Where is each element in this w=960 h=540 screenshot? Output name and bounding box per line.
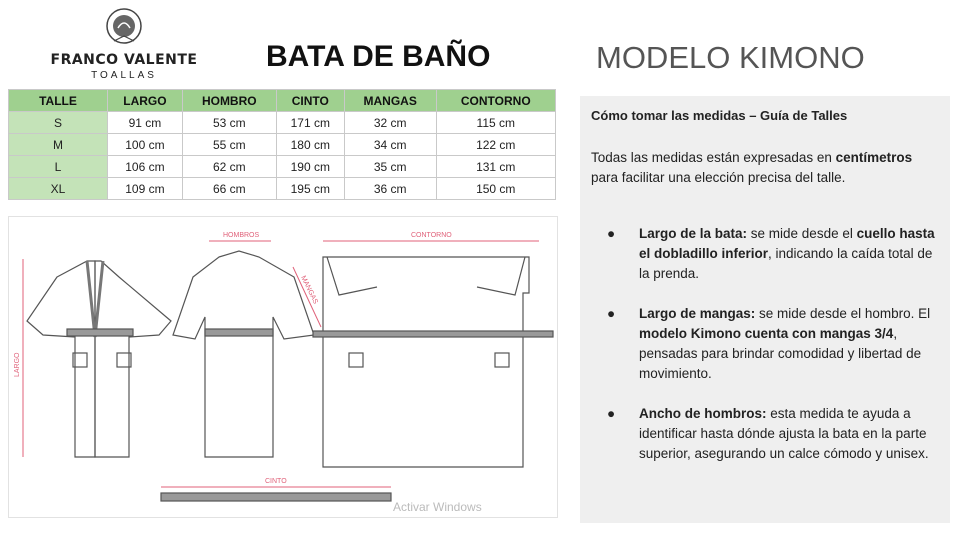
header-cinto: CINTO: [276, 90, 344, 112]
table-cell: 109 cm: [108, 178, 183, 200]
bullet-bold: Ancho de hombros:: [639, 406, 767, 421]
open-robe: [323, 257, 529, 467]
front-robe-left: [27, 261, 95, 457]
page-title: BATA DE BAÑO: [266, 40, 491, 73]
label-mangas: MANGAS: [299, 274, 319, 306]
bullet-text: se mide desde el hombro. El: [755, 306, 931, 321]
open-robe-belt: [313, 331, 553, 337]
table-cell: 131 cm: [436, 156, 555, 178]
open-robe-sleeves: [327, 257, 525, 295]
header-contorno: CONTORNO: [436, 90, 555, 112]
table-cell: 100 cm: [108, 134, 183, 156]
table-cell: 106 cm: [108, 156, 183, 178]
header-hombro: HOMBRO: [182, 90, 276, 112]
loose-belt: [161, 493, 391, 501]
bullet-bold: cuello hasta el dobladillo inferior: [639, 226, 935, 261]
watermark: Activar Windows: [393, 500, 482, 514]
table-cell: 171 cm: [276, 112, 344, 134]
back-robe: [173, 251, 314, 457]
table-row: [9, 156, 556, 178]
table-row: [9, 134, 556, 156]
size-cell: S: [9, 112, 108, 134]
list-item: [580, 224, 940, 284]
guide-intro: [591, 148, 936, 188]
bullet-text: se mide desde el: [747, 226, 857, 241]
size-table: [8, 89, 556, 200]
bullet-text: , pensadas para brindar comodidad y libertad de movimiento.: [639, 326, 922, 381]
open-pocket-left: [349, 353, 363, 367]
table-cell: 62 cm: [182, 156, 276, 178]
open-pocket-right: [495, 353, 509, 367]
table-cell: 36 cm: [344, 178, 436, 200]
brand-logo: [44, 6, 204, 86]
brand-name: FRANCO VALENTE: [50, 52, 198, 68]
bullet-bold: modelo Kimono cuenta con mangas 3/4: [639, 326, 894, 341]
robe-measurement-diagram: [8, 216, 558, 518]
front-belt: [67, 329, 133, 336]
robe-diagram-svg: [9, 217, 557, 517]
header-talle: TALLE: [9, 90, 108, 112]
guide-bullet-list: [580, 224, 940, 484]
table-cell: 35 cm: [344, 156, 436, 178]
size-cell: M: [9, 134, 108, 156]
bullet-icon: ●: [607, 406, 616, 421]
bullet-icon: ●: [607, 226, 616, 241]
table-cell: 115 cm: [436, 112, 555, 134]
label-contorno: CONTORNO: [411, 232, 452, 239]
guide-title: Cómo tomar las medidas – Guía de Talles: [591, 108, 848, 123]
front-robe-right: [95, 261, 171, 457]
list-item: [580, 404, 940, 464]
brand-emblem-icon: [104, 6, 144, 46]
size-cell: L: [9, 156, 108, 178]
bullet-icon: ●: [607, 306, 616, 321]
table-cell: 91 cm: [108, 112, 183, 134]
intro-bold: centímetros: [835, 150, 913, 165]
table-row: [9, 112, 556, 134]
table-cell: 122 cm: [436, 134, 555, 156]
model-title: MODELO KIMONO: [596, 40, 865, 75]
table-row: [9, 178, 556, 200]
back-belt: [205, 329, 273, 336]
table-cell: 190 cm: [276, 156, 344, 178]
intro-text: Todas las medidas están expresadas en: [591, 150, 836, 165]
table-cell: 180 cm: [276, 134, 344, 156]
label-cinto: CINTO: [265, 478, 287, 485]
size-cell: XL: [9, 178, 108, 200]
size-table-header-row: [9, 90, 556, 112]
bullet-text: esta medida te ayuda a identificar hasta dónde ajusta la bata en la parte superior, asegurando un calce cómodo y unisex.: [639, 406, 929, 461]
bullet-text: , indicando la caída total de la prenda.: [639, 246, 933, 281]
bullet-bold: Largo de la bata:: [639, 226, 748, 241]
table-cell: 32 cm: [344, 112, 436, 134]
measurement-guide-panel: [580, 96, 950, 523]
table-cell: 195 cm: [276, 178, 344, 200]
table-cell: 150 cm: [436, 178, 555, 200]
header-largo: LARGO: [108, 90, 183, 112]
table-cell: 55 cm: [182, 134, 276, 156]
list-item: [580, 304, 940, 384]
header-mangas: MANGAS: [344, 90, 436, 112]
brand-subtitle: TOALLAS: [91, 70, 157, 81]
table-cell: 66 cm: [182, 178, 276, 200]
table-cell: 34 cm: [344, 134, 436, 156]
label-hombros: HOMBROS: [223, 232, 260, 239]
intro-text-end: para facilitar una elección precisa del talle.: [591, 170, 846, 185]
label-largo: LARGO: [14, 352, 21, 377]
table-cell: 53 cm: [182, 112, 276, 134]
bullet-bold: Largo de mangas:: [639, 306, 756, 321]
